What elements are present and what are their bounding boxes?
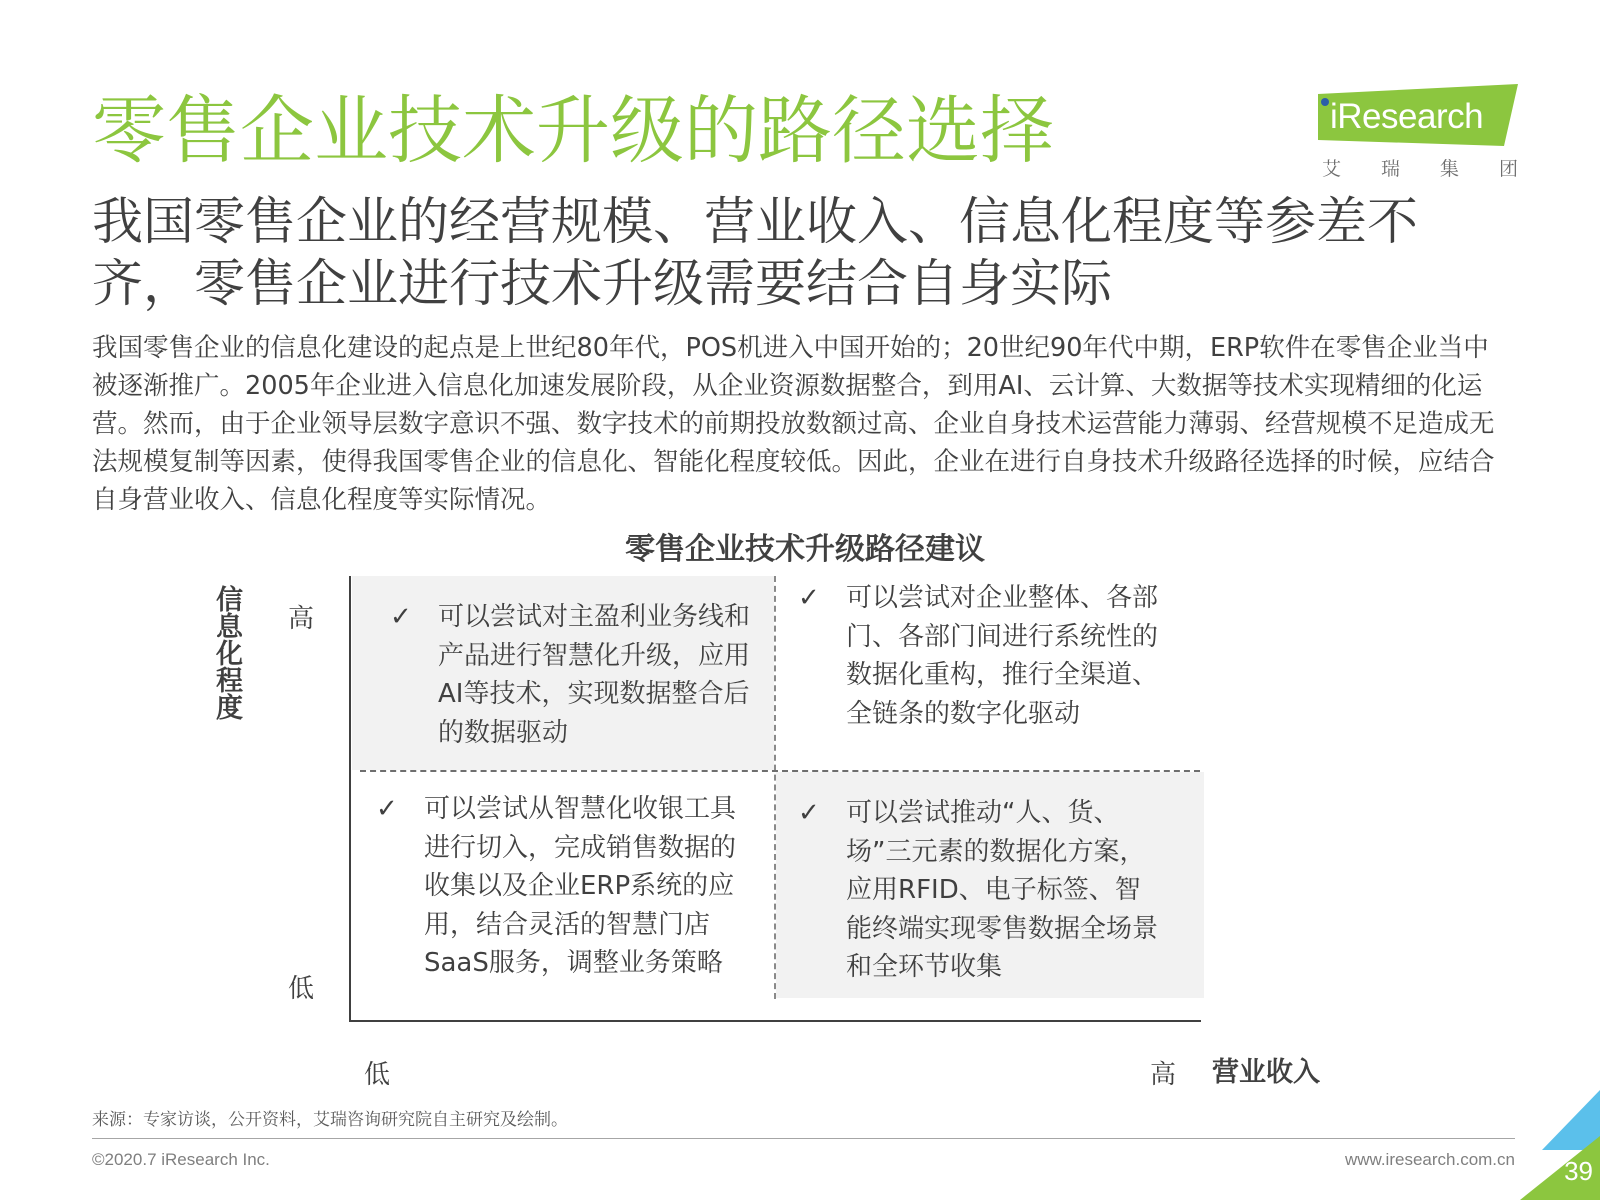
- quadrant-top-left-text: 可以尝试对主盈利业务线和产品进行智慧化升级，应用AI等技术，实现数据整合后的数据驱动: [438, 602, 751, 748]
- y-tick-high: 高: [288, 604, 315, 634]
- x-tick-high: 高: [1150, 1060, 1177, 1090]
- divider-horizontal: [360, 770, 1200, 772]
- x-axis-line: [349, 1020, 1201, 1022]
- quadrant-bottom-left: [376, 790, 752, 983]
- page-number: 39: [1564, 1156, 1593, 1186]
- source-note: 来源：专家访谈，公开资料，艾瑞咨询研究院自主研究及绘制。: [92, 1110, 568, 1130]
- check-icon: ✓: [390, 602, 412, 632]
- y-tick-low: 低: [288, 974, 315, 1004]
- logo-sub-char: 瑞: [1380, 158, 1400, 180]
- matrix-title: 零售企业技术升级路径建议: [625, 532, 985, 567]
- page-subtitle: 我国零售企业的经营规模、营业收入、信息化程度等参差不齐，零售企业进行技术升级需要结合自身实际: [92, 193, 1419, 314]
- logo-sub-char: 集: [1439, 158, 1459, 180]
- iresearch-logo: [1318, 84, 1518, 180]
- quadrant-top-right-text: 可以尝试对企业整体、各部门、各部门间进行系统性的数据化重构，推行全渠道、全链条的数字化驱动: [846, 583, 1159, 729]
- quadrant-bottom-right-text: 可以尝试推动“人、货、场”三元素的数据化方案，应用RFID、电子标签、智能终端实现零售数据全场景和全环节收集: [846, 798, 1159, 982]
- logo-dot-icon: [1321, 98, 1329, 106]
- logo-sub-char: 团: [1498, 158, 1518, 180]
- logo-sub-char: 艾: [1322, 158, 1342, 180]
- quadrant-top-right: [798, 579, 1158, 733]
- copyright-text: ©2020.7 iResearch Inc.: [92, 1150, 270, 1169]
- page-title: 零售企业技术升级的路径选择: [92, 88, 1054, 174]
- check-icon: ✓: [798, 583, 820, 613]
- logo-brand-text: iResearch: [1330, 97, 1484, 136]
- website-link[interactable]: www.iresearch.com.cn: [1344, 1150, 1515, 1169]
- intro-paragraph: 我国零售企业的信息化建设的起点是上世纪80年代，POS机进入中国开始的；20世纪90年代中期，ERP软件在零售企业当中被逐渐推广。2005年企业进入信息化加速发展阶段，从企业资源数据整合，到用AI、云计算、大数据等技术实现精细的化运营。然而，由于企业领导层数字意识不强、数字技术的前期投放数额过高、企业自身技术运营能力薄弱、经营规模不足造成无法规模复制等因素，使得我国零售企业的信息化、智能化程度较低。因此，企业在进行自身技术升级路径选择的时候，应结合自身营业收入、信息化程度等实际情况。: [92, 333, 1495, 515]
- x-tick-low: 低: [364, 1060, 391, 1090]
- check-icon: ✓: [376, 794, 398, 824]
- quadrant-top-left: [390, 598, 750, 752]
- footer-divider: [92, 1138, 1515, 1139]
- x-axis-label: 营业收入: [1212, 1057, 1320, 1088]
- logo-subtitle: [1322, 154, 1518, 181]
- quadrant-bottom-right: [798, 794, 1158, 987]
- y-axis-line: [349, 576, 351, 1022]
- y-axis-label: 信息化程度: [211, 585, 242, 720]
- check-icon: ✓: [798, 798, 820, 828]
- divider-vertical: [774, 576, 776, 999]
- quadrant-bottom-left-text: 可以尝试从智慧化收银工具进行切入，完成销售数据的收集以及企业ERP系统的应用，结合灵活的智慧门店SaaS服务，调整业务策略: [424, 794, 737, 978]
